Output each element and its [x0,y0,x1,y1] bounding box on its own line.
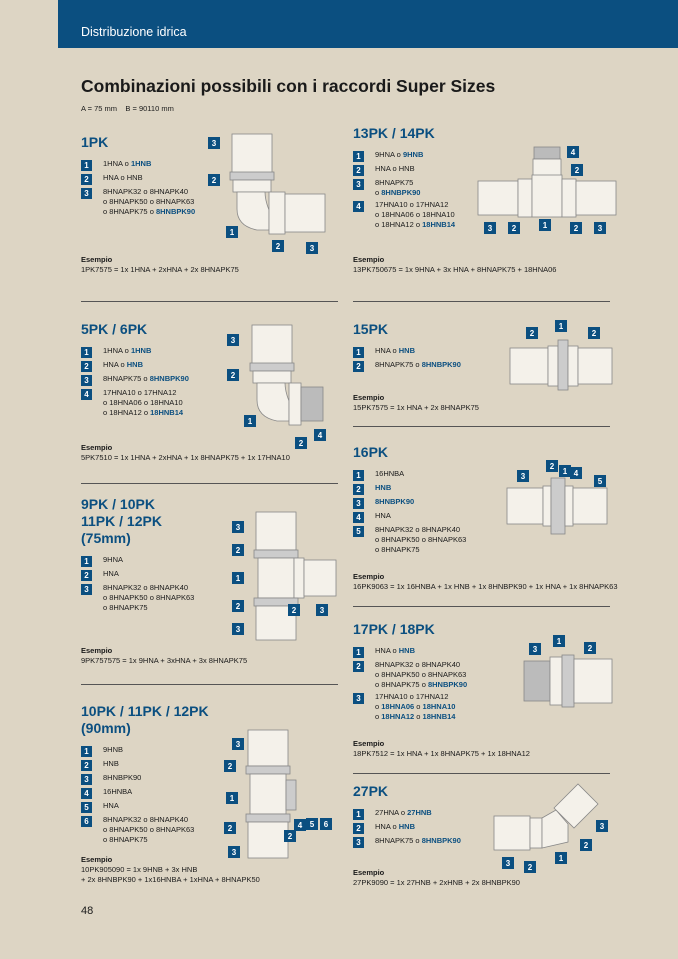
section-title: 13PK / 14PK [353,125,435,141]
list-item [353,692,503,722]
list-item [81,388,221,418]
svg-text:3: 3 [235,523,241,532]
svg-text:2: 2 [298,439,304,448]
item-text: 1HNA o 1HNB [103,346,152,355]
svg-text:6: 6 [323,820,329,829]
svg-text:4: 4 [570,148,576,157]
example-label: Esempio [353,255,385,264]
list-item [81,159,221,171]
page-header [58,0,678,48]
svg-text:2: 2 [235,546,241,555]
item-number-badge: 3 [353,693,364,704]
item-text: 1HNA o 1HNB [103,159,152,168]
example-label: Esempio [353,739,385,748]
svg-text:2: 2 [573,224,579,233]
item-text: HNB [103,759,119,768]
example-label: Esempio [353,868,385,877]
item-number-badge: 2 [81,570,92,581]
list-item [81,801,231,813]
item-text: HNA o HNB [375,646,416,655]
item-number-badge: 2 [81,174,92,185]
item-number-badge: 4 [353,512,364,523]
section-title: 27PK [353,783,389,799]
example-formula: 16PK9063 = 1x 16HNBA + 1x HNB + 1x 8HNBPK90 + 1x HNA + 1x 8HNAPK63 [353,582,618,591]
svg-text:2: 2 [587,644,593,653]
svg-text:2: 2 [583,841,589,850]
list-item [81,815,231,845]
divider [353,606,610,607]
item-text: HNA o HNB [103,360,144,369]
svg-text:3: 3 [532,645,538,654]
list-item [353,808,503,820]
item-number-badge: 1 [353,470,364,481]
item-number-badge: 3 [353,837,364,848]
item-text: 9HNA [103,555,124,564]
divider [353,301,610,302]
example-1pk [81,255,331,275]
item-number-badge: 1 [81,347,92,358]
svg-text:1: 1 [542,221,548,230]
svg-text:2: 2 [574,166,580,175]
item-text: 8HNAPK32 o 8HNAPK40 o 8HNAPK50 o 8HNAPK63 o 8HNAPK75 [103,583,195,612]
list-item [353,360,503,372]
item-text: 17HNA10 o 17HNA12 o 18HNA06 o 18HNA10 o 18HNA12 o 18HNB14 [103,388,184,417]
svg-text:1: 1 [229,228,235,237]
diagram-16pk [507,458,612,550]
item-number-badge: 5 [81,802,92,813]
svg-text:3: 3 [505,859,511,868]
list-item [353,646,503,658]
example-formula: 9PK757575 = 1x 9HNA + 3xHNA + 3x 8HNAPK75 [81,656,248,665]
page-number: 48 [81,905,94,917]
item-text: 9HNB [103,745,124,754]
item-text: 8HNAPK32 o 8HNAPK40 o 8HNAPK50 o 8HNAPK63 o 8HNAPK75 o 8HNBPK90 [103,187,196,216]
svg-text:3: 3 [211,139,217,148]
list-item [81,787,231,799]
diagram-15pk [510,320,615,392]
item-number-badge: 2 [353,484,364,495]
section-title: 9PK / 10PK 11PK / 12PK (75mm) [81,496,162,546]
example-17pk [353,739,603,759]
svg-text:2: 2 [529,329,535,338]
section-17pk [353,621,503,724]
svg-text:2: 2 [287,832,293,841]
svg-text:1: 1 [556,637,562,646]
diagram-1pk [205,134,335,254]
item-number-badge: 1 [353,347,364,358]
svg-text:2: 2 [549,462,555,471]
list-item [81,583,231,613]
item-text: 17HNA10 o 17HNA12 o 18HNA06 o 18HNA10 o 18HNA12 o 18HNB14 [375,200,456,229]
item-text: 27HNA o 27HNB [375,808,432,817]
item-number-badge: 3 [81,375,92,386]
divider [353,773,610,774]
item-number-badge: 2 [81,760,92,771]
list-item [353,525,503,555]
section-5pk [81,321,221,420]
item-text: 8HNBPK90 [375,497,415,506]
item-text: 8HNAPK75 o 8HNBPK90 [103,374,189,383]
svg-text:2: 2 [527,863,533,872]
item-text: 8HNAPK75 o 8HNBPK90 [375,360,461,369]
item-text: 9HNA o 9HNB [375,150,424,159]
section-title: 15PK [353,321,389,337]
item-number-badge: 2 [353,165,364,176]
page-title: Combinazioni possibili con i raccordi Super Sizes [81,76,496,96]
section-title: 5PK / 6PK [81,321,148,337]
item-number-badge: 2 [353,661,364,672]
svg-text:1: 1 [235,574,241,583]
example-formula: 1PK7575 = 1x 1HNA + 2xHNA + 2x 8HNAPK75 [81,265,239,274]
list-item [353,200,483,230]
example-label: Esempio [81,855,113,864]
svg-text:2: 2 [291,606,297,615]
svg-text:2: 2 [591,329,597,338]
list-item [81,374,221,386]
example-15pk [353,393,603,413]
svg-text:2: 2 [227,762,233,771]
list-item [81,773,231,785]
item-text: 8HNAPK32 o 8HNAPK40 o 8HNAPK50 o 8HNAPK63 o 8HNAPK75 o 8HNBPK90 [375,660,468,689]
list-item [353,511,503,523]
list-item [353,150,483,162]
example-formula: 18PK7512 = 1x HNA + 1x 8HNAPK75 + 1x 18HNA12 [353,749,530,758]
svg-text:3: 3 [235,740,241,749]
divider [81,301,338,302]
example-formula: 27PK9090 = 1x 27HNB + 2xHNB + 2x 8HNBPK90 [353,878,520,887]
item-number-badge: 5 [353,526,364,537]
list-item [353,660,503,690]
item-text: HNA o HNB [375,822,416,831]
divider [81,684,338,685]
list-item [81,187,221,217]
item-number-badge: 4 [81,788,92,799]
section-name: Distribuzione idrica [81,25,187,39]
item-text: HNA o HNB [375,346,416,355]
list-item [81,173,221,185]
section-title: 10PK / 11PK / 12PK (90mm) [81,703,209,736]
svg-text:5: 5 [597,477,603,486]
svg-text:3: 3 [230,336,236,345]
example-formula: 13PK750675 = 1x 9HNA + 3x HNA + 8HNAPK75 + 18HNA06 [353,265,557,274]
item-number-badge: 1 [81,160,92,171]
item-number-badge: 3 [81,188,92,199]
section-title: 1PK [81,134,109,150]
svg-text:5: 5 [309,820,315,829]
list-item [353,469,503,481]
item-text: 17HNA10 o 17HNA12 o 18HNA06 o 18HNA10 o 18HNA12 o 18HNB14 [375,692,456,721]
example-label: Esempio [353,572,385,581]
example-9pk [81,646,331,666]
svg-text:3: 3 [319,606,325,615]
item-number-badge: 1 [81,556,92,567]
example-13pk [353,255,613,275]
svg-text:3: 3 [597,224,603,233]
section-27pk [353,783,503,850]
item-number-badge: 4 [353,201,364,212]
list-item [81,555,231,567]
example-formula: 15PK7575 = 1x HNA + 2x 8HNAPK75 [353,403,479,412]
svg-text:1: 1 [247,417,253,426]
example-formula: 5PK7510 = 1x 1HNA + 2xHNA + 1x 8HNAPK75 + 1x 17HNA10 [81,453,290,462]
item-text: HNA [375,511,391,520]
divider [81,483,338,484]
item-text: 8HNAPK32 o 8HNAPK40 o 8HNAPK50 o 8HNAPK63 o 8HNAPK75 [375,525,467,554]
svg-text:2: 2 [230,371,236,380]
svg-text:4: 4 [297,821,303,830]
dimension-note: A = 75 mm B = 90110 mm [81,104,174,113]
list-item [353,483,503,495]
list-item [353,346,503,358]
section-10pk-90 [81,703,231,847]
item-number-badge: 2 [81,361,92,372]
example-label: Esempio [353,393,385,402]
item-number-badge: 3 [353,179,364,190]
item-text: HNB [375,483,392,492]
item-text: 8HNBPK90 [103,773,142,782]
section-title: 17PK / 18PK [353,621,435,637]
svg-text:3: 3 [520,472,526,481]
diagram-17pk [524,633,616,725]
item-number-badge: 1 [353,647,364,658]
item-number-badge: 2 [353,361,364,372]
item-number-badge: 3 [81,584,92,595]
list-item [353,497,503,509]
divider [353,426,610,427]
section-16pk [353,444,503,557]
item-text: HNA [103,801,119,810]
item-number-badge: 1 [353,151,364,162]
example-label: Esempio [81,443,113,452]
svg-text:2: 2 [511,224,517,233]
svg-text:3: 3 [599,822,605,831]
section-title: 16PK [353,444,389,460]
list-item [353,822,503,834]
example-16pk [353,572,653,592]
item-text: HNA [103,569,119,578]
svg-text:1: 1 [558,854,564,863]
item-number-badge: 1 [81,746,92,757]
diagram-10pk-90 [222,730,340,862]
svg-text:1: 1 [558,322,564,331]
diagram-9pk [230,512,340,642]
item-text: HNA o HNB [103,173,143,182]
svg-text:1: 1 [229,794,235,803]
list-item [353,836,503,848]
svg-text:3: 3 [487,224,493,233]
item-number-badge: 6 [81,816,92,827]
section-1pk [81,134,221,219]
item-number-badge: 3 [353,498,364,509]
item-text: 8HNAPK75 o 8HNBPK90 [375,836,461,845]
item-text: 8HNAPK32 o 8HNAPK40 o 8HNAPK50 o 8HNAPK63 o 8HNAPK75 [103,815,195,844]
svg-text:3: 3 [231,848,237,857]
svg-text:2: 2 [227,824,233,833]
svg-text:4: 4 [317,431,323,440]
list-item [81,569,231,581]
item-number-badge: 3 [81,774,92,785]
diagram-27pk [494,780,612,872]
example-label: Esempio [81,255,113,264]
list-item [81,360,221,372]
list-item [353,164,483,176]
diagram-5pk [225,325,335,451]
svg-text:2: 2 [211,176,217,185]
item-text: 16HNBA [103,787,133,796]
svg-text:3: 3 [309,244,315,253]
item-number-badge: 1 [353,809,364,820]
svg-text:3: 3 [235,625,241,634]
section-9pk [81,496,231,615]
example-label: Esempio [81,646,113,655]
list-item [81,346,221,358]
list-item [81,745,231,757]
diagram-13pk [478,145,618,238]
list-item [353,178,483,198]
svg-text:4: 4 [573,469,579,478]
section-15pk [353,321,503,374]
item-number-badge: 2 [353,823,364,834]
svg-text:2: 2 [235,602,241,611]
example-formula: 10PK905090 = 1x 9HNB + 3x HNB + 2x 8HNBPK90 + 1x16HNBA + 1xHNA + 8HNAPK50 [81,865,260,884]
item-number-badge: 4 [81,389,92,400]
list-item [81,759,231,771]
item-text: HNA o HNB [375,164,415,173]
item-text: 16HNBA [375,469,405,478]
section-13pk [353,125,483,232]
svg-text:2: 2 [275,242,281,251]
item-text: 8HNAPK75 o 8HNBPK90 [375,178,421,197]
svg-text:1: 1 [562,467,568,476]
